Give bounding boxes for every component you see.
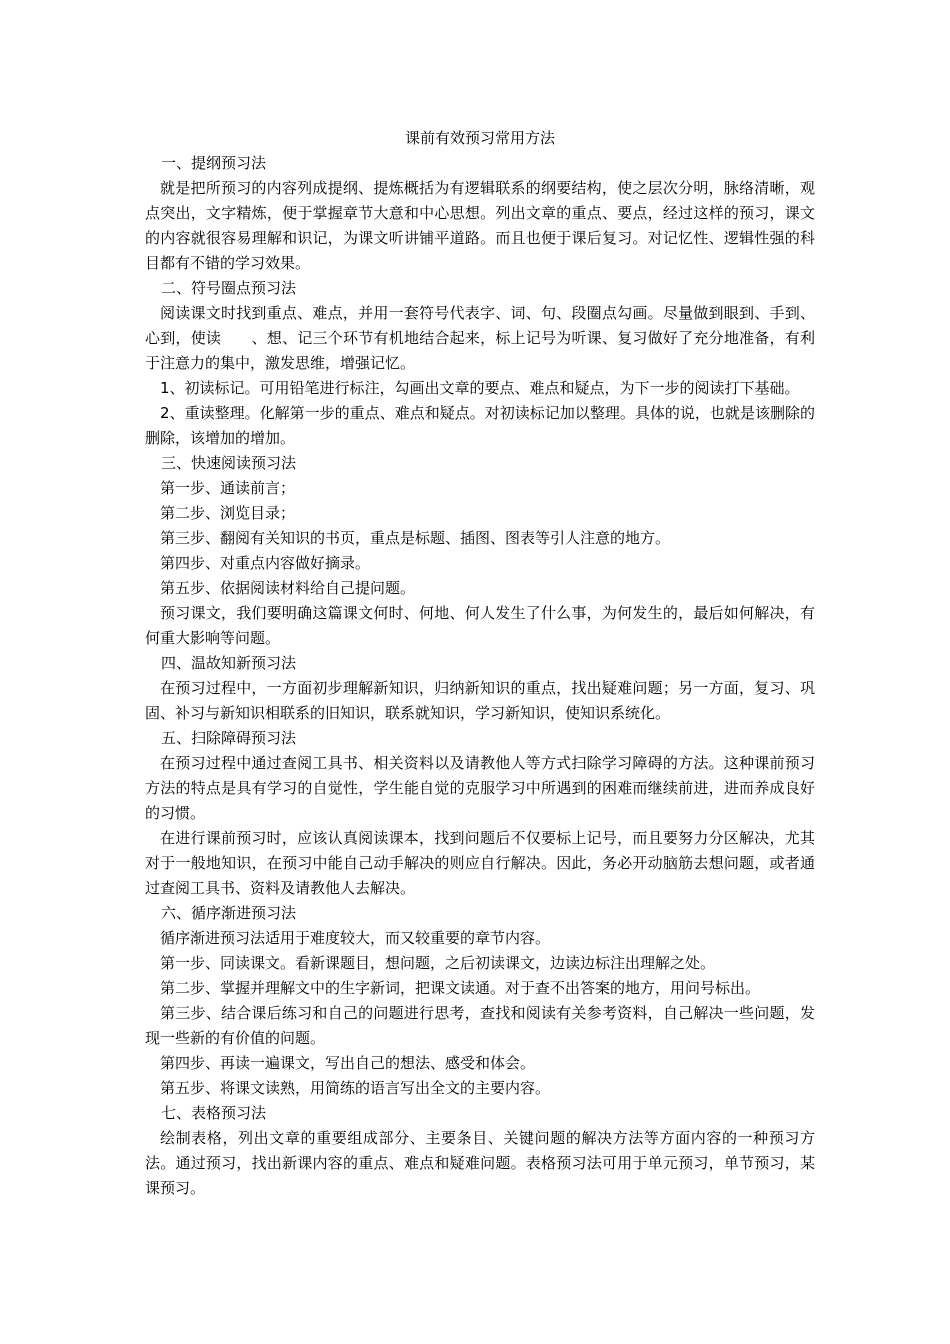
section-paragraph: 第三步、翻阅有关知识的书页，重点是标题、插图、图表等引人注意的地方。	[160, 529, 671, 547]
section-paragraph: 循序渐进预习法适用于难度较大，而又较重要的章节内容。	[160, 929, 551, 947]
section-heading: 三、快速阅读预习法	[161, 454, 297, 472]
section-paragraph: 第五步、将课文读熟，用简练的语言写出全文的主要内容。	[160, 1079, 551, 1097]
section-heading: 二、符号圈点预习法	[161, 279, 297, 297]
section-heading: 七、表格预习法	[161, 1104, 267, 1122]
document-body	[145, 126, 815, 1201]
section-heading: 五、扫除障碍预习法	[161, 729, 297, 747]
document-title: 课前有效预习常用方法	[404, 129, 555, 147]
section-paragraph: 在预习过程中，一方面初步理解新知识，归纳新知识的重点，找出疑难问题；另一方面，复习、巩固、补习与新知识相联系的旧知识，联系就知识，学习新知识，使知识系统化。	[145, 679, 815, 722]
section-paragraph: 第二步、掌握并理解文中的生字新词，把课文读通。对于查不出答案的地方，用问号标出。	[160, 979, 761, 997]
section-heading: 六、循序渐进预习法	[161, 904, 297, 922]
section-paragraph: 第四步、再读一遍课文，写出自己的想法、感受和体会。	[160, 1054, 536, 1072]
section-paragraph: 第五步、依据阅读材料给自己提问题。	[160, 579, 416, 597]
section-paragraph: 在预习过程中通过查阅工具书、相关资料以及请教他人等方式扫除学习障碍的方法。这种课前预习方法的特点是具有学习的自觉性，学生能自觉的克服学习中所遇到的困难而继续前进，进而养成良好的习惯。	[145, 754, 815, 822]
section-paragraph: 在进行课前预习时，应该认真阅读课本，找到问题后不仅要标上记号，而且要努力分区解决，尤其对于一般地知识，在预习中能自己动手解决的则应自行解决。因此，务必开动脑筋去想问题，或者通过查阅工具书、资料及请教他人去解决。	[145, 829, 815, 897]
section-paragraph: 1、初读标记。可用铅笔进行标注，勾画出文章的要点、难点和疑点，为下一步的阅读打下基础。	[160, 379, 800, 397]
section-paragraph: 第四步、对重点内容做好摘录。	[160, 554, 371, 572]
section-paragraph: 第二步、浏览目录；	[160, 504, 296, 522]
section-paragraph: 第三步、结合课后练习和自己的问题进行思考，查找和阅读有关参考资料，自己解决一些问题，发现一些新的有价值的问题。	[145, 1004, 815, 1047]
section-paragraph: 绘制表格，列出文章的重要组成部分、主要条目、关键问题的解决方法等方面内容的一种预习方法。通过预习，找出新课内容的重点、难点和疑难问题。表格预习法可用于单元预习，单节预习，某课预习。	[145, 1129, 815, 1197]
section-paragraph: 阅读课文时找到重点、难点，并用一套符号代表字、词、句、段圈点勾画。尽量做到眼到、手到、心到，使读 、想、记三个环节有机地结合起来，标上记号为听课、复习做好了充分地准备，有利于注意力的集中，激发思维，增强记忆。	[145, 304, 815, 372]
section-heading: 四、温故知新预习法	[161, 654, 297, 672]
section-paragraph: 第一步、同读课文。看新课题目，想问题，之后初读课文，边读边标注出理解之处。	[160, 954, 716, 972]
section-heading: 一、提纲预习法	[161, 154, 267, 172]
section-paragraph: 第一步、通读前言；	[160, 479, 296, 497]
section-paragraph: 2、重读整理。化解第一步的重点、难点和疑点。对初读标记加以整理。具体的说，也就是该删除的删除，该增加的增加。	[145, 404, 815, 447]
section-paragraph: 预习课文，我们要明确这篇课文何时、何地、何人发生了什么事，为何发生的，最后如何解决，有何重大影响等问题。	[145, 604, 815, 647]
section-paragraph: 就是把所预习的内容列成提纲、提炼概括为有逻辑联系的纲要结构，使之层次分明，脉络清晰，观点突出，文字精炼，便于掌握章节大意和中心思想。列出文章的重点、要点，经过这样的预习，课文的内容就很容易理解和识记，为课文听讲铺平道路。而且也便于课后复习。对记忆性、逻辑性强的科目都有不错的学习效果。	[145, 179, 815, 272]
